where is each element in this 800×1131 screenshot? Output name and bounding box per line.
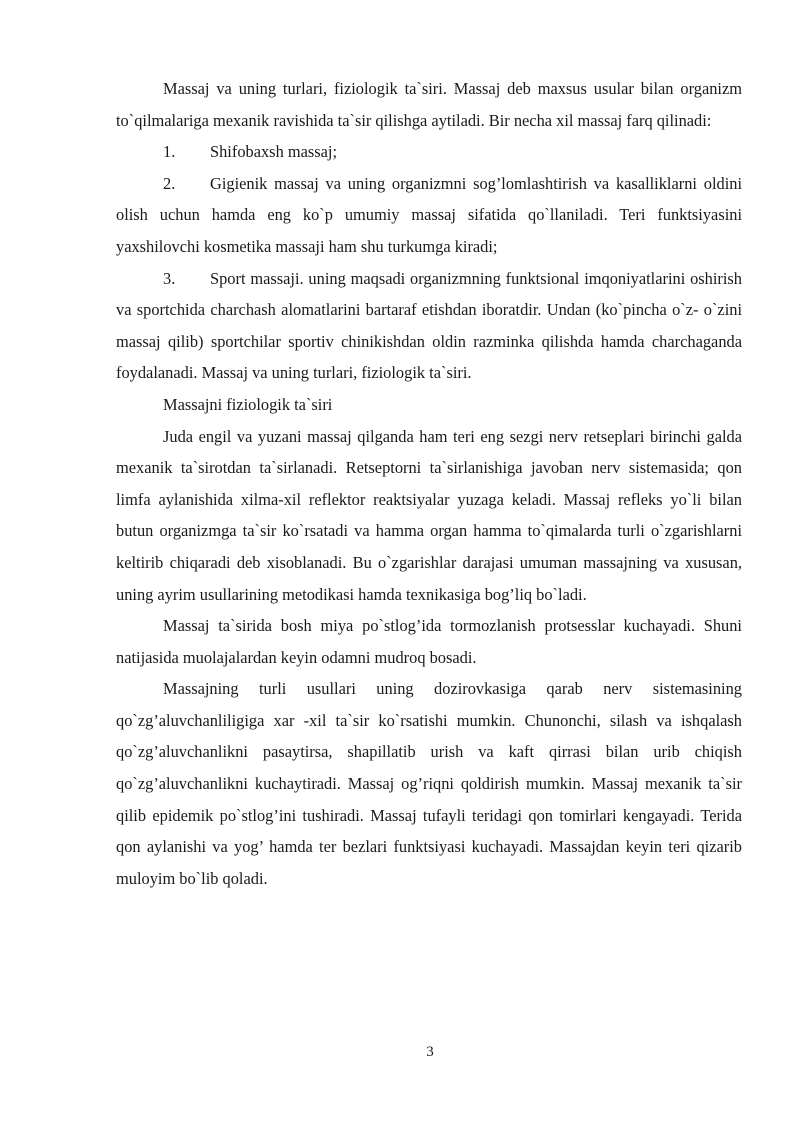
- list-number-1: 1.: [163, 142, 176, 162]
- list-text-2: Gigienik massaj va uning organizmni sog’lomlashtirish va kasalliklarni oldini olish uchun hamda eng ko`p umumiy massaj sifatida qo`llaniladi. Teri funktsiyasini yaxshilovchi kosmetika massaji ham shu turkumga kiradi;: [116, 173, 742, 256]
- body-paragraph-1: Juda engil va yuzani massaj qilganda ham teri eng sezgi nerv retseplari birinchi galda mexanik ta`sirotdan ta`sirlanadi. Retseptorni ta`sirlanishiga javoban nerv sistemasida; qon limfa aylanishida xilma-xil reflektor reaktsiyalar yuzaga keladi. Massaj refleks yo`li bilan butun organizmga ta`sir ko`rsatadi va hamma organ hamma to`qimalarda turli o`zgarishlarni keltirib chiqaradi deb xisoblanadi. Bu o`zgarishlar darajasi umuman massajning va xususan, uning ayrim usullarining metodikasi hamda texnikasiga bog’liq bo`ladi.: [116, 426, 742, 604]
- document-page: [116, 73, 742, 894]
- list-text-3: Sport massaji. uning maqsadi organizmning funktsional imqoniyatlarini oshirish va sportchida charchash alomatlarini bartaraf etishdan iboratdir. Undan (ko`pincha o`z- o`zini massaj qilib) sportchilar sportiv chinikishdan oldin razminka qilishda hamda charchaganda foydalanadi. Massaj va uning turlari, fiziologik ta`siri.: [116, 268, 742, 383]
- list-item-2: [116, 168, 742, 263]
- page-number: 3: [426, 1044, 434, 1060]
- body-paragraph-2: Massaj ta`sirida bosh miya po`stlog’ida tormozlanish protsesslar kuchayadi. Shuni natijasida muolajalardan keyin odamni mudroq bosadi.: [116, 616, 742, 667]
- list-item-3: [116, 263, 742, 389]
- list-item-1: [116, 136, 742, 168]
- list-number-3: 3.: [163, 268, 176, 288]
- list-number-2: 2.: [163, 173, 176, 193]
- body-paragraph-3: Massajning turli usullari uning dozirovkasiga qarab nerv sistemasining qo`zg’aluvchanliligiga xar -xil ta`sir ko`rsatishi mumkin. Chunonchi, silash va ishqalash qo`zg’aluvchanlikni pasaytirsa, shapillatib urish va kaft qirrasi bilan urib chiqish qo`zg’aluvchanlikni kuchaytiradi. Massaj og’riqni qoldirish mumkin. Massaj mexanik ta`sir qilib epidemik po`stlog’ini tushiradi. Massaj tufayli teridagi qon tomirlari kengayadi. Terida qon aylanishi va yog’ hamda ter bezlari funktsiyasi kuchayadi. Massajdan keyin teri qizarib muloyim bo`lib qoladi.: [116, 679, 742, 888]
- list-text-1: Shifobaxsh massaj;: [210, 142, 338, 162]
- section-heading: Massajni fiziologik ta`siri: [163, 394, 333, 414]
- intro-paragraph: Massaj va uning turlari, fiziologik ta`siri. Massaj deb maxsus usular bilan organizm to`qilmalariga mexanik ravishida ta`sir qilishga aytiladi. Bir necha xil massaj farq qilinadi:: [116, 79, 742, 130]
